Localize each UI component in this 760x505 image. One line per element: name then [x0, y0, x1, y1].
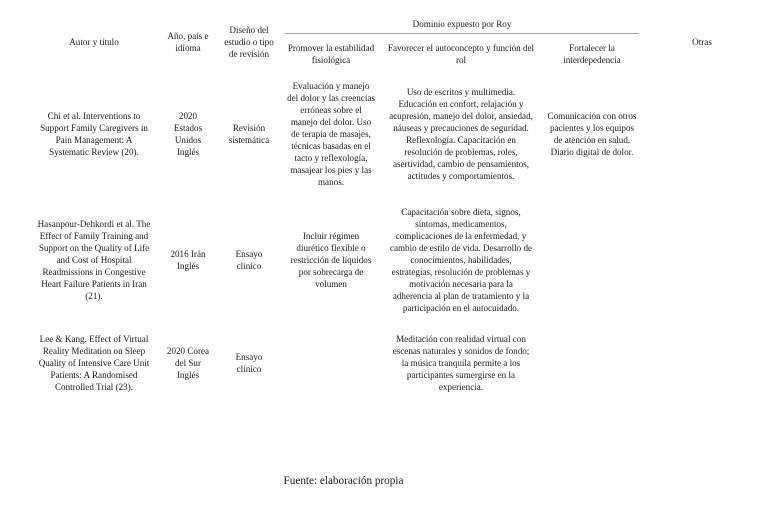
- table-source-caption: Fuente: elaboración propia: [283, 475, 404, 487]
- cell-physiological: Incluir régimen diurético flexible o restricción de líquidos por sobrecarga de volumen: [290, 231, 372, 289]
- cell-others: [644, 197, 760, 323]
- table-row: [30, 197, 760, 323]
- cell-selfconcept: Meditación con realidad virtual con escenas naturales y sonidos de fondo; la música tranquila permite a los participantes sumergirse en la experiencia.: [392, 334, 530, 392]
- cell-author: Chi et al. Interventions to Support Family Caregivers in Pain Management: A Systematic Review (20).: [40, 111, 148, 157]
- cell-selfconcept: Capacitación sobre dieta, signos, síntomas, medicamentos, complicaciones de la enfermedad, y cambio de estilo de vida. Desarrollo de conocimientos, habilidades, estrategias, resolución de problemas y motivación necesaria para la adherencia al plan de tratamiento y la participación en el autocuidado.: [389, 207, 533, 313]
- cell-others: [644, 71, 760, 197]
- cell-design: Revisión sistemática: [228, 123, 270, 145]
- cell-author: Lee & Kang. Effect of Virtual Reality Meditation on Sleep Quality of Intensive Care Unit Patients: A Randomised Controlled Trial (23).: [38, 334, 150, 392]
- cell-physiological: Evaluación y manejo del dolor y las creencias erróneas sobre el manejo del dolor. Uso de terapia de masajes, técnicas basadas en el tacto y reflexología, masajear los pies y las manos.: [287, 81, 375, 187]
- column-header-others: Otras: [692, 37, 712, 47]
- column-header-year-country-language: Año, país e idioma: [167, 31, 209, 53]
- column-header-design: Diseño del estudio o tipo de revisión: [224, 25, 274, 59]
- cell-design: Ensayo clínico: [235, 352, 263, 374]
- column-header-group-domain-label: Dominio expuesto por Roy: [285, 18, 639, 34]
- cell-year-country-language: 2020 Corea del Sur Inglés: [166, 346, 210, 380]
- cell-interdependence: Comunicación con otros pacientes y los equipos de atención en salud. Diario digital de dolor.: [547, 111, 637, 157]
- cell-year-country-language: 2020 Estados Unidos Inglés: [173, 111, 203, 157]
- table-row: [30, 323, 760, 403]
- table-row: [30, 71, 760, 197]
- column-header-physiological: Promover la estabilidad fisiológica: [287, 43, 375, 65]
- cell-author: Hasanpour-Dehkordi et al. The Effect of Family Training and Support on the Quality of Life and Cost of Hospital Readmissions in Congestive Heart Failure Patients in Iran (21).: [37, 219, 151, 301]
- cell-year-country-language: 2016 Irán Inglés: [170, 249, 206, 271]
- column-header-group-domain: [280, 15, 644, 39]
- cell-interdependence: [540, 197, 644, 323]
- column-header-author: Autor y título: [69, 37, 119, 47]
- cell-selfconcept: Uso de escritos y multimedia. Educación en confort, relajación y acupresión, manejo del dolor, ansiedad, náuseas y precauciones de seguridad. Reflexología. Capacitación en resolución de problemas, roles, asertividad, cambio de pensamientos, actitudes y comportamientos.: [389, 87, 533, 181]
- research-table: [30, 15, 760, 403]
- table-body: [30, 71, 760, 403]
- cell-physiological: [280, 323, 382, 403]
- research-table-container: [30, 15, 712, 403]
- column-header-selfconcept: Favorecer el autoconcepto y función del rol: [387, 43, 535, 65]
- cell-others: [644, 323, 760, 403]
- cell-interdependence: [540, 323, 644, 403]
- cell-design: Ensayo clínico: [235, 249, 263, 271]
- table-header: [30, 15, 760, 71]
- table-header-group-row: [30, 15, 760, 39]
- column-header-interdependence: Fortalecer la interdepedencia: [563, 43, 621, 65]
